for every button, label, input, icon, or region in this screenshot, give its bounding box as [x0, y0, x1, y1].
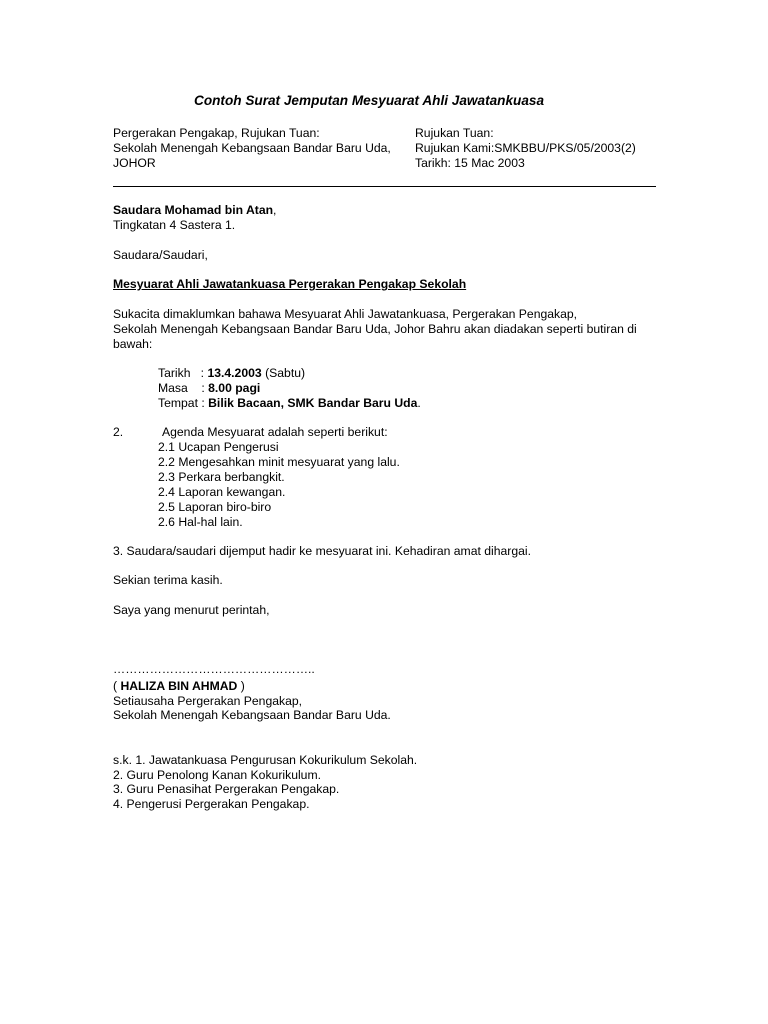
meeting-venue-value: Bilik Bacaan, SMK Bandar Baru Uda [208, 396, 418, 410]
salutation: Saudara/Saudari, [113, 248, 208, 262]
recipient-name-line [113, 203, 276, 218]
agenda-item: 2.3 Perkara berbangkit. [158, 470, 285, 484]
intro-line-2: Sekolah Menengah Kebangsaan Bandar Baru Uda, Johor Bahru akan diadakan seperti butiran di [113, 322, 637, 336]
meeting-venue-end: . [417, 396, 421, 410]
agenda-item: 2.5 Laporan biro-biro [158, 500, 272, 514]
intro-line-3: bawah: [113, 337, 153, 351]
signatory-name: HALIZA BIN AHMAD [120, 679, 238, 693]
cc-item: 4. Pengerusi Pergerakan Pengakap. [113, 797, 310, 811]
recipient-name-suffix: , [273, 203, 277, 217]
meeting-time-label: Masa : [158, 381, 209, 395]
document-title-text: Contoh Surat Jemputan Mesyuarat Ahli Jawatankuasa [194, 93, 544, 108]
sender-line-3: JOHOR [113, 156, 156, 170]
meeting-venue-label: Tempat : [158, 396, 209, 410]
agenda-heading: Agenda Mesyuarat adalah seperti berikut: [162, 425, 388, 439]
signatory-name-line [113, 679, 245, 694]
signoff-text: Saya yang menurut perintah, [113, 603, 270, 617]
reference-our-ref: Rujukan Kami:SMKBBU/PKS/05/2003(2) [415, 141, 636, 155]
agenda-item: 2.1 Ucapan Pengerusi [158, 440, 279, 454]
cc-item: 3. Guru Penasihat Pergerakan Pengakap. [113, 782, 340, 796]
recipient-class: Tingkatan 4 Sastera 1. [113, 218, 236, 232]
signature-line: ………………………………………….. [113, 662, 315, 676]
signatory-close-paren: ) [237, 679, 245, 693]
reference-your-ref: Rujukan Tuan: [415, 126, 494, 140]
meeting-time-value: 8.00 pagi [208, 381, 261, 395]
cc-item: s.k. 1. Jawatankuasa Pengurusan Kokurikulum Sekolah. [113, 753, 418, 767]
intro-line-1: Sukacita dimaklumkan bahawa Mesyuarat Ahli Jawatankuasa, Pergerakan Pengakap, [113, 307, 578, 321]
meeting-date-row [158, 366, 305, 381]
reference-date: Tarikh: 15 Mac 2003 [415, 156, 525, 170]
recipient-name: Saudara Mohamad bin Atan [113, 203, 274, 217]
agenda-number: 2. [113, 425, 124, 439]
meeting-date-day: (Sabtu) [261, 366, 306, 380]
agenda-item: 2.4 Laporan kewangan. [158, 485, 286, 499]
closing-text: Sekian terima kasih. [113, 573, 223, 587]
signatory-open-paren: ( [113, 679, 121, 693]
sender-line-2: Sekolah Menengah Kebangsaan Bandar Baru Uda, [113, 141, 391, 155]
meeting-venue-row [158, 396, 421, 411]
subject-heading: Mesyuarat Ahli Jawatankuasa Pergerakan Pengakap Sekolah [113, 277, 467, 291]
meeting-time-row [158, 381, 260, 396]
cc-item: 2. Guru Penolong Kanan Kokurikulum. [113, 768, 321, 782]
meeting-date-value: 13.4.2003 [207, 366, 262, 380]
agenda-item: 2.6 Hal-hal lain. [158, 515, 243, 529]
meeting-date-label: Tarikh : [158, 366, 208, 380]
document-title [0, 93, 768, 108]
signatory-school: Sekolah Menengah Kebangsaan Bandar Baru Uda. [113, 708, 391, 722]
agenda-item: 2.2 Mengesahkan minit mesyuarat yang lalu. [158, 455, 400, 469]
invitation-paragraph: 3. Saudara/saudari dijemput hadir ke mesyuarat ini. Kehadiran amat dihargai. [113, 544, 531, 558]
header-divider [113, 186, 656, 187]
signatory-role: Setiausaha Pergerakan Pengakap, [113, 694, 303, 708]
sender-line-1: Pergerakan Pengakap, Rujukan Tuan: [113, 126, 320, 140]
